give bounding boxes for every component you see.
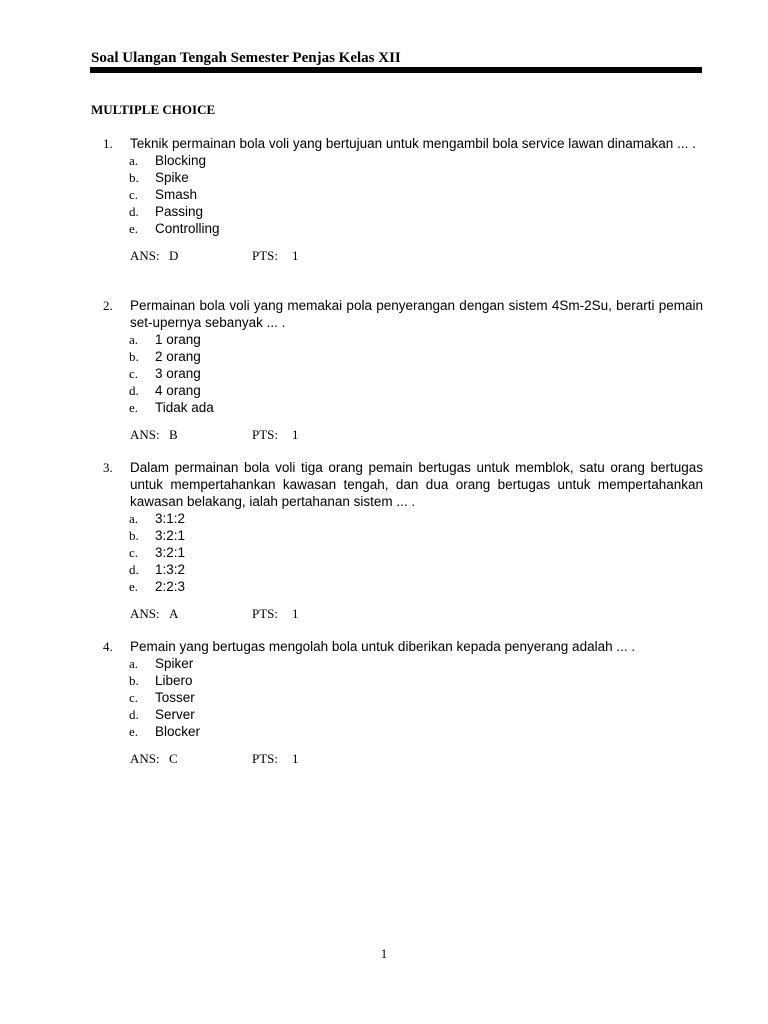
ans-value: D <box>169 248 179 263</box>
question-2 <box>103 297 703 443</box>
option-e <box>103 220 703 237</box>
option-text: Spike <box>155 170 189 185</box>
option-letter: a. <box>129 332 139 347</box>
ans-value: A <box>169 606 179 621</box>
option-a <box>103 510 703 527</box>
document-title: Soal Ulangan Tengah Semester Penjas Kelas XII <box>91 50 401 66</box>
ans-label: ANS: <box>130 248 160 263</box>
ans-label: ANS: <box>130 606 160 621</box>
option-list <box>103 655 703 740</box>
option-text: Controlling <box>155 221 220 236</box>
page-number: 1 <box>380 946 388 961</box>
section-heading: MULTIPLE CHOICE <box>91 102 216 117</box>
option-letter: c. <box>129 690 139 705</box>
option-text: 3:2:1 <box>155 545 186 560</box>
option-letter: a. <box>129 153 139 168</box>
question-number: 1. <box>103 136 113 151</box>
pts-value: 1 <box>292 751 299 766</box>
option-letter: d. <box>129 707 139 722</box>
option-c <box>103 365 703 382</box>
option-letter: e. <box>129 724 139 739</box>
ans-value: C <box>169 751 178 766</box>
option-letter: d. <box>129 383 139 398</box>
question-text: Teknik permainan bola voli yang bertujuan untuk mengambil bola service lawan dinamakan ... . <box>130 136 696 151</box>
option-letter: c. <box>129 545 139 560</box>
option-b <box>103 672 703 689</box>
answer-row <box>103 605 703 622</box>
question-stem <box>103 135 703 152</box>
option-letter: a. <box>129 656 139 671</box>
option-letter: b. <box>129 673 139 688</box>
title-underline-rule <box>90 67 702 73</box>
question-4 <box>103 638 703 767</box>
option-a <box>103 655 703 672</box>
option-text: 1 orang <box>155 332 201 347</box>
option-letter: d. <box>129 204 139 219</box>
question-stem <box>103 459 703 510</box>
answer-row <box>103 247 703 264</box>
option-text: 1:3:2 <box>155 562 186 577</box>
question-text: Permainan bola voli yang memakai pola penyerangan dengan sistem 4Sm-2Su, berarti pemain set-upernya sebanyak ... . <box>130 298 703 330</box>
option-b <box>103 527 703 544</box>
option-letter: b. <box>129 528 139 543</box>
ans-label: ANS: <box>130 751 160 766</box>
option-b <box>103 348 703 365</box>
option-letter: e. <box>129 579 139 594</box>
ans-value: B <box>169 427 178 442</box>
option-list <box>103 510 703 595</box>
option-text: 3 orang <box>155 366 201 381</box>
option-d <box>103 382 703 399</box>
option-text: 3:1:2 <box>155 511 186 526</box>
option-b <box>103 169 703 186</box>
option-e <box>103 578 703 595</box>
option-text: Spiker <box>155 656 194 671</box>
question-3 <box>103 459 703 622</box>
question-text: Pemain yang bertugas mengolah bola untuk diberikan kepada penyerang adalah ... . <box>130 639 636 654</box>
option-d <box>103 706 703 723</box>
ans-label: ANS: <box>130 427 160 442</box>
option-text: Libero <box>155 673 193 688</box>
pts-label: PTS: <box>252 248 279 263</box>
answer-row <box>103 750 703 767</box>
option-letter: e. <box>129 221 139 236</box>
option-letter: d. <box>129 562 139 577</box>
option-d <box>103 561 703 578</box>
option-text: Passing <box>155 204 204 219</box>
option-text: 2 orang <box>155 349 201 364</box>
pts-value: 1 <box>292 427 299 442</box>
option-d <box>103 203 703 220</box>
option-text: Server <box>155 707 195 722</box>
option-list <box>103 331 703 416</box>
question-1 <box>103 135 703 264</box>
option-text: Tidak ada <box>155 400 214 415</box>
pts-value: 1 <box>292 606 299 621</box>
option-letter: c. <box>129 366 139 381</box>
option-text: 3:2:1 <box>155 528 186 543</box>
option-a <box>103 331 703 348</box>
option-text: Smash <box>155 187 198 202</box>
question-number: 3. <box>103 460 113 475</box>
option-text: Blocker <box>155 724 201 739</box>
question-stem <box>103 297 703 331</box>
question-number: 4. <box>103 639 113 654</box>
option-letter: a. <box>129 511 139 526</box>
question-stem <box>103 638 703 655</box>
pts-label: PTS: <box>252 427 279 442</box>
option-e <box>103 399 703 416</box>
pts-label: PTS: <box>252 751 279 766</box>
question-number: 2. <box>103 298 113 313</box>
pts-label: PTS: <box>252 606 279 621</box>
answer-row <box>103 426 703 443</box>
option-c <box>103 544 703 561</box>
option-text: Blocking <box>155 153 207 168</box>
option-letter: e. <box>129 400 139 415</box>
option-c <box>103 689 703 706</box>
pts-value: 1 <box>292 248 299 263</box>
option-text: Tosser <box>155 690 195 705</box>
option-list <box>103 152 703 237</box>
option-c <box>103 186 703 203</box>
question-text: Dalam permainan bola voli tiga orang pemain bertugas untuk memblok, satu orang bertugas untuk mempertahankan kawasan tengah, dan dua orang bertugas untuk mempertahankan kawasan belakang, ialah pertahanan sistem ... . <box>130 460 703 509</box>
option-letter: b. <box>129 170 139 185</box>
option-text: 4 orang <box>155 383 201 398</box>
option-letter: b. <box>129 349 139 364</box>
option-a <box>103 152 703 169</box>
option-e <box>103 723 703 740</box>
option-text: 2:2:3 <box>155 579 186 594</box>
option-letter: c. <box>129 187 139 202</box>
